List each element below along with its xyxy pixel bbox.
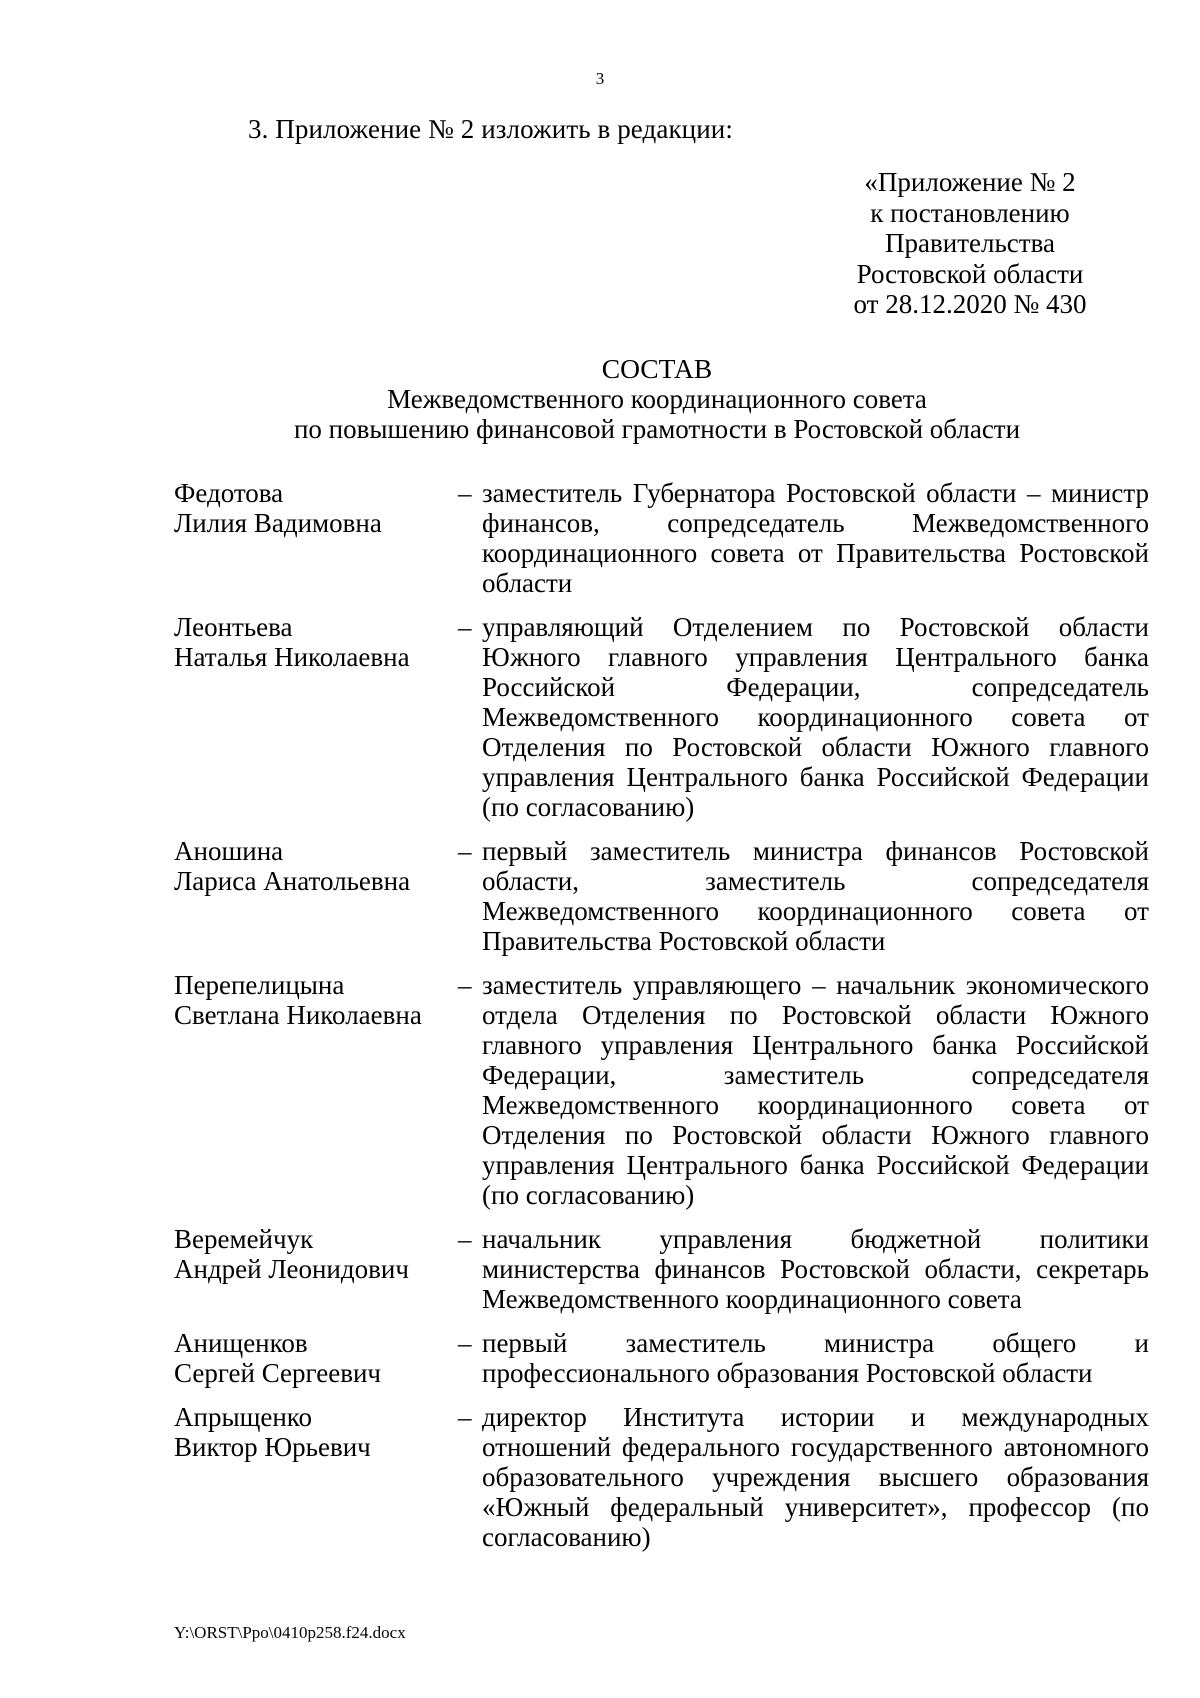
heading-title: СОСТАВ [601, 353, 713, 384]
member-role: первый заместитель министра общего и профессионального образования Ростовской области [482, 1328, 1149, 1388]
member-given-names: Наталья Николаевна [174, 642, 410, 672]
member-surname: Перепелицына [174, 970, 345, 1000]
member-given-names: Сергей Сергеевич [174, 1358, 382, 1388]
member-entry [174, 836, 1149, 956]
heading-subtitle: по повышению финансовой грамотности в Ростовской области [293, 414, 1021, 444]
member-entry [174, 970, 1149, 1210]
member-name [174, 1224, 458, 1284]
page-number: 3 [595, 69, 605, 88]
member-entry [174, 1328, 1149, 1388]
member-name [174, 1402, 458, 1462]
dash-separator: – [458, 478, 472, 508]
member-surname: Апрыщенко [174, 1402, 313, 1432]
member-given-names: Лилия Вадимовна [174, 508, 382, 538]
member-role: заместитель Губернатора Ростовской области – министр финансов, сопредседатель Межведомственного координационного совета от Правительства Ростовской области [482, 478, 1149, 598]
member-role: начальник управления бюджетной политики министерства финансов Ростовской области, секретарь Межведомственного координационного совета [482, 1224, 1149, 1314]
member-entry [174, 612, 1149, 822]
annex-line: Ростовской области [856, 258, 1084, 289]
member-name [174, 612, 458, 672]
member-entry [174, 1402, 1149, 1552]
document-heading [0, 354, 1200, 444]
member-surname: Аношина [174, 836, 284, 866]
dash-separator: – [458, 1224, 472, 1254]
member-given-names: Виктор Юрьевич [174, 1432, 371, 1462]
dash-separator: – [458, 1402, 472, 1432]
member-given-names: Светлана Николаевна [174, 1000, 422, 1030]
member-surname: Анищенков [174, 1328, 308, 1358]
members-list [174, 478, 1149, 1566]
dash-separator: – [458, 836, 472, 866]
annex-reference [840, 167, 1100, 320]
member-name [174, 836, 458, 896]
member-entry [174, 478, 1149, 598]
member-entry [174, 1224, 1149, 1314]
member-role: первый заместитель министра финансов Ростовской области, заместитель сопредседателя Межведомственного координационного совета от Правительства Ростовской области [482, 836, 1149, 956]
file-path-footer: Y:\ORST\Ppo\0410p258.f24.docx [174, 1623, 406, 1642]
member-surname: Федотова [174, 478, 284, 508]
dash-separator: – [458, 970, 472, 1000]
intro-paragraph: 3. Приложение № 2 изложить в редакции: [248, 114, 733, 144]
member-given-names: Андрей Леонидович [174, 1254, 409, 1284]
member-name [174, 970, 458, 1030]
annex-line: «Приложение № 2 [864, 167, 1076, 197]
heading-subtitle: Межведомственного координационного совета [387, 384, 927, 414]
annex-line: от 28.12.2020 № 430 [853, 289, 1087, 319]
annex-line: Правительства [885, 228, 1055, 258]
member-given-names: Лариса Анатольевна [174, 866, 411, 896]
member-role: заместитель управляющего – начальник экономического отдела Отделения по Ростовской области Южного главного управления Центрального банка Российской Федерации, заместитель сопредседателя Межведомственного координационного совета от Отделения по Ростовской области Южного главного управления Центрального банка Российской Федерации (по согласованию) [482, 970, 1149, 1210]
member-name [174, 478, 458, 538]
member-role: директор Института истории и международных отношений федерального государственного автономного образовательного учреждения высшего образования «Южный федеральный университет», профессор (по согласованию) [482, 1402, 1149, 1552]
member-surname: Леонтьева [174, 612, 293, 642]
dash-separator: – [458, 612, 472, 642]
member-surname: Веремейчук [174, 1224, 314, 1254]
dash-separator: – [458, 1328, 472, 1358]
member-role: управляющий Отделением по Ростовской области Южного главного управления Центрального банка Российской Федерации, сопредседатель Межведомственного координационного совета от Отделения по Ростовской области Южного главного управления Центрального банка Российской Федерации (по согласованию) [482, 612, 1149, 822]
annex-line: к постановлению [870, 197, 1070, 228]
member-name [174, 1328, 458, 1388]
